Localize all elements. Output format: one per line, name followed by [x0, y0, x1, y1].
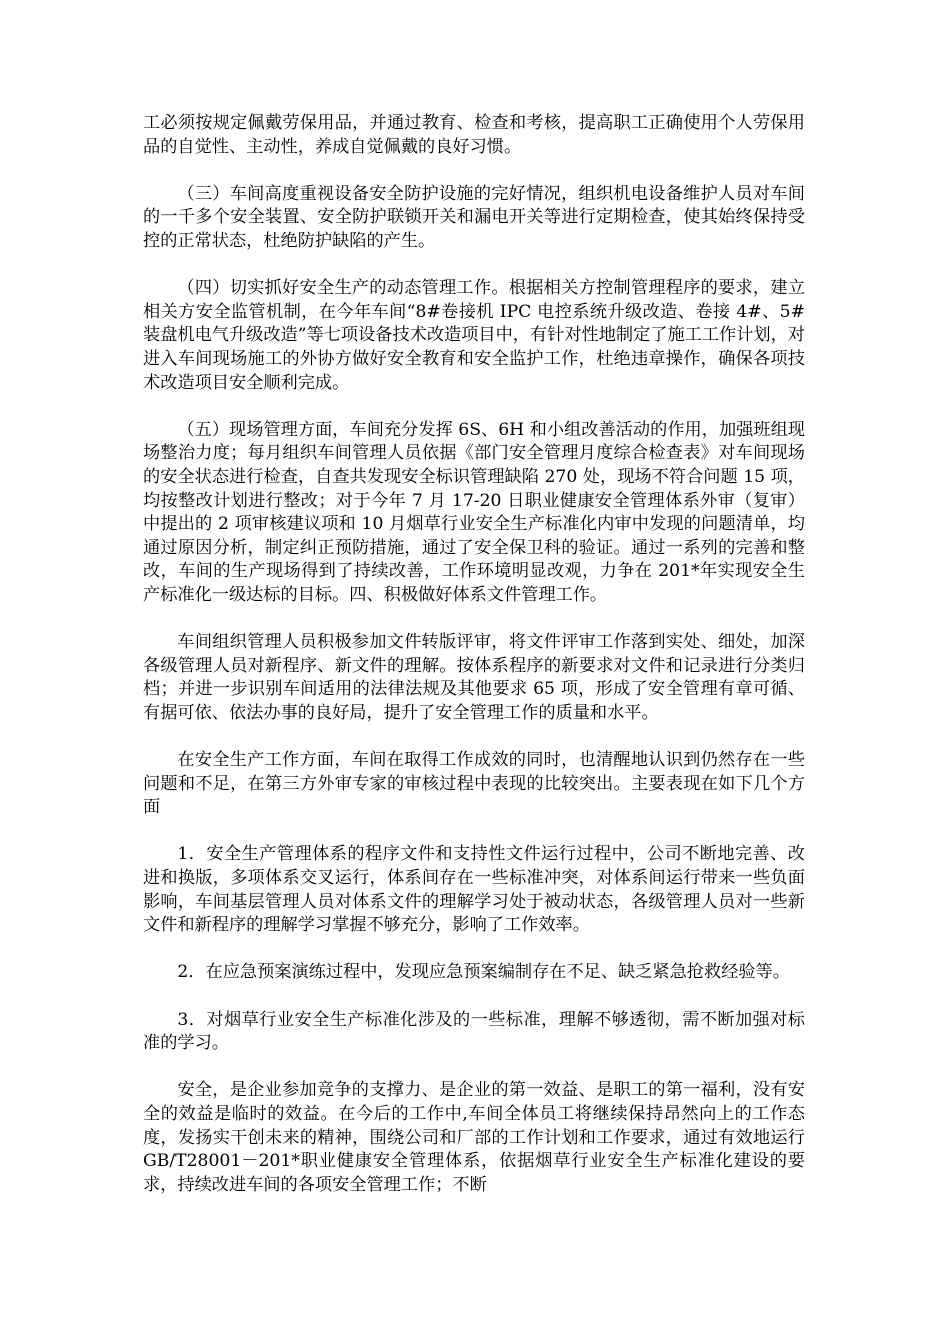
- paragraph-document-review: 车间组织管理人员积极参加文件转版评审，将文件评审工作落到实处、细处，加深各级管理人员对新程序、新文件的理解。按体系程序的新要求对文件和记录进行分类归档；并进一步识别车间适用的法律法规及其他要求 65 项，形成了安全管理有章可循、有据可依、依法办事的良好局，提升了安全管理工作的质量和水平。: [143, 632, 805, 723]
- paragraph-problem-3: 3．对烟草行业安全生产标准化涉及的一些标准，理解不够透彻，需不断加强对标准的学习。: [143, 1009, 805, 1054]
- paragraph-problem-1: 1．安全生产管理体系的程序文件和支持性文件运行过程中，公司不断地完善、改进和换版，多项体系交叉运行，体系间存在一些标准冲突，对体系间运行带来一些负面影响，车间基层管理人员对体系文件的理解学习处于被动状态，各级管理人员对一些新文件和新程序的理解学习掌握不够充分，影响了工作效率。: [143, 844, 805, 936]
- paragraph-site-management: （五）现场管理方面，车间充分发挥 6S、6H 和小组改善活动的作用，加强班组现场整治力度；每月组织车间管理人员依据《部门安全管理月度综合检查表》对车间现场的安全状态进行检查，自查共发现安全标识管理缺陷 270 处，现场不符合问题 15 项，均按整改计划进行整改；对于今年 7 月 17-20 日职业健康安全管理体系外审（复审）中提出的 2 项审核建议项和 10 月烟草行业安全生产标准化内审中发现的问题清单，均通过原因分析，制定纠正预防措施，通过了安全保卫科的验证。通过一系列的完善和整改，车间的生产现场得到了持续改善，工作环境明显改观，力争在 201*年实现安全生产标准化一级达标的目标。四、积极做好体系文件管理工作。: [143, 419, 805, 605]
- paragraph-continuation: 工必须按规定佩戴劳保用品，并通过教育、检查和考核，提高职工正确使用个人劳保用品的自觉性、主动性，养成自觉佩戴的良好习惯。: [143, 113, 805, 157]
- paragraph-conclusion: 安全，是企业参加竞争的支撑力、是企业的第一效益、是职工的第一福利，没有安全的效益是临时的效益。在今后的工作中,车间全体员工将继续保持昂然向上的工作态度，发扬实干创未来的精神，围绕公司和厂部的工作计划和工作要求，通过有效地运行 GB/T28001－201*职业健康安全管理体系，依据烟草行业安全生产标准化建设的要求，持续改进车间的各项安全管理工作；不断: [143, 1080, 805, 1195]
- paragraph-problem-2: 2．在应急预案演练过程中，发现应急预案编制存在不足、缺乏紧急抢救经验等。: [177, 962, 790, 983]
- paragraph-equipment-safety: （三）车间高度重视设备安全防护设施的完好情况，组织机电设备维护人员对车间的一千多个安全装置、安全防护联锁开关和漏电开关等进行定期检查，使其始终保持受控的正常状态，杜绝防护缺陷的产生。: [143, 183, 805, 251]
- paragraph-problems-intro: 在安全生产工作方面，车间在取得工作成效的同时，也清醒地认识到仍然存在一些问题和不足，在第三方外审专家的审核过程中表现的比较突出。主要表现在如下几个方面: [143, 750, 805, 818]
- paragraph-dynamic-management: （四）切实抓好安全生产的动态管理工作。根据相关方控制管理程序的要求，建立相关方安全监管机制，在今年车间“8#卷接机 IPC 电控系统升级改造、卷接 4#、5#装盘机电气升级改造”等七项设备技术改造项目中，有针对性地制定了施工工作计划，对进入车间现场施工的外协方做好安全教育和安全监护工作，杜绝违章操作，确保各项技术改造项目安全顺利完成。: [143, 278, 805, 393]
- document-body: [143, 112, 805, 1221]
